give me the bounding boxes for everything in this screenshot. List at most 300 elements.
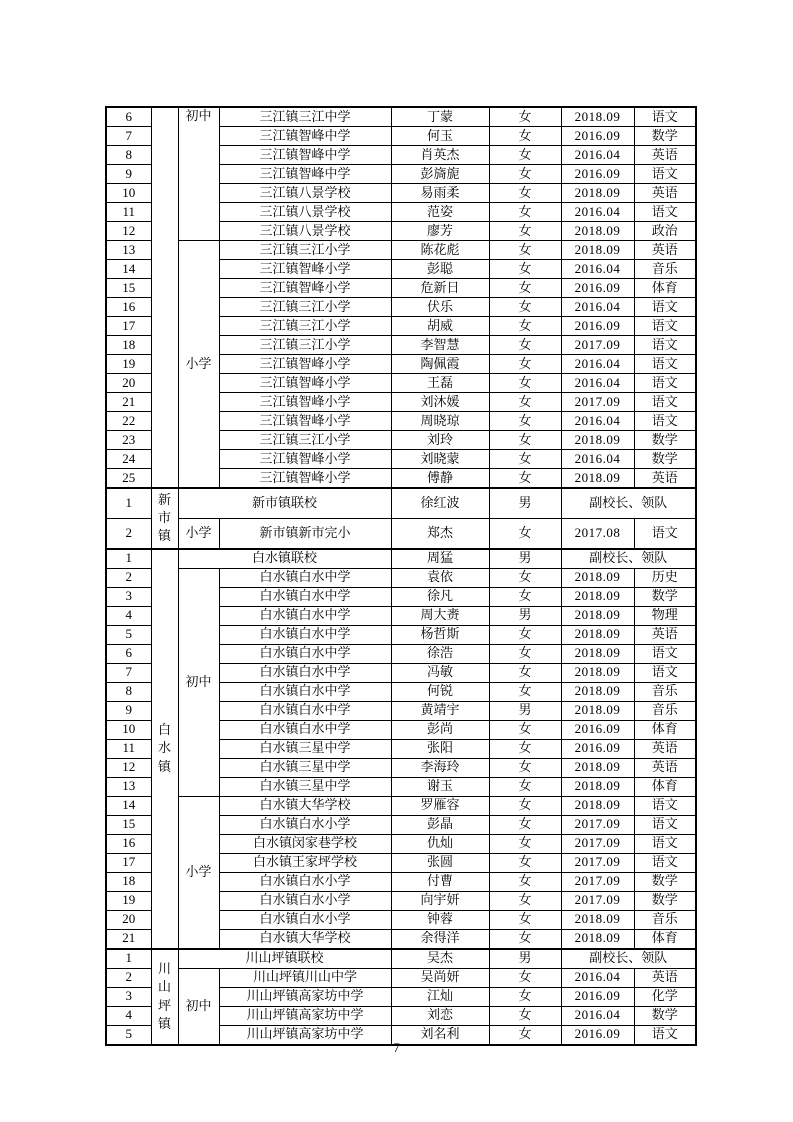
seq-cell: 23: [106, 431, 151, 450]
school-cell: 三江镇智峰中学: [219, 127, 391, 146]
school-cell: 白水镇白水中学: [219, 606, 391, 625]
school-cell: 三江镇智峰中学: [219, 165, 391, 184]
name-cell: 周大赉: [391, 606, 489, 625]
gender-cell: 女: [489, 891, 561, 910]
seq-cell: 15: [106, 279, 151, 298]
name-cell: 刘名利: [391, 1025, 489, 1045]
date-cell: 2017.08: [561, 518, 634, 548]
date-cell: 2016.09: [561, 987, 634, 1006]
role-cell: 副校长、领队: [561, 949, 696, 969]
school-cell: 白水镇闵家巷学校: [219, 834, 391, 853]
seq-cell: 16: [106, 834, 151, 853]
date-cell: 2016.04: [561, 260, 634, 279]
gender-cell: 女: [489, 203, 561, 222]
school-cell: 川山坪镇高家坊中学: [219, 1025, 391, 1045]
table-row: [106, 968, 696, 987]
name-cell: 吴尚妍: [391, 968, 489, 987]
date-cell: 2017.09: [561, 872, 634, 891]
gender-cell: 女: [489, 431, 561, 450]
subject-cell: 体育: [634, 720, 696, 739]
subject-cell: 数学: [634, 587, 696, 606]
date-cell: 2018.09: [561, 568, 634, 587]
school-cell: 三江镇三江小学: [219, 431, 391, 450]
seq-cell: 5: [106, 1025, 151, 1045]
subject-cell: 英语: [634, 739, 696, 758]
date-cell: 2018.09: [561, 587, 634, 606]
gender-cell: 男: [489, 701, 561, 720]
name-cell: 陶佩霞: [391, 355, 489, 374]
date-cell: 2018.09: [561, 701, 634, 720]
gender-cell: 女: [489, 1006, 561, 1025]
name-cell: 余得洋: [391, 929, 489, 949]
date-cell: 2016.09: [561, 127, 634, 146]
seq-cell: 13: [106, 777, 151, 796]
school-cell: 川山坪镇川山中学: [219, 968, 391, 987]
date-cell: 2018.09: [561, 663, 634, 682]
school-cell: 白水镇三星中学: [219, 758, 391, 777]
name-cell: 付曹: [391, 872, 489, 891]
school-cell: 白水镇联校: [178, 549, 391, 569]
name-cell: 徐红波: [391, 488, 489, 518]
gender-cell: 女: [489, 469, 561, 489]
seq-cell: 11: [106, 203, 151, 222]
seq-cell: 25: [106, 469, 151, 489]
name-cell: 杨哲斯: [391, 625, 489, 644]
subject-cell: 语文: [634, 853, 696, 872]
seq-cell: 12: [106, 758, 151, 777]
name-cell: 仇灿: [391, 834, 489, 853]
gender-cell: 女: [489, 796, 561, 815]
gender-cell: 女: [489, 625, 561, 644]
town-label: 新市镇: [158, 492, 172, 544]
name-cell: 周猛: [391, 549, 489, 569]
name-cell: 刘玲: [391, 431, 489, 450]
school-cell: 白水镇白水小学: [219, 910, 391, 929]
name-cell: 王磊: [391, 374, 489, 393]
seq-cell: 10: [106, 184, 151, 203]
date-cell: 2018.09: [561, 431, 634, 450]
seq-cell: 17: [106, 317, 151, 336]
gender-cell: 女: [489, 146, 561, 165]
subject-cell: 音乐: [634, 682, 696, 701]
name-cell: 李海玲: [391, 758, 489, 777]
name-cell: 刘晓蒙: [391, 450, 489, 469]
level-cell: 初中: [178, 107, 219, 241]
school-cell: 三江镇智峰中学: [219, 146, 391, 165]
subject-cell: 英语: [634, 241, 696, 260]
seq-cell: 16: [106, 298, 151, 317]
gender-cell: 女: [489, 374, 561, 393]
table-row: [106, 796, 696, 815]
date-cell: 2016.09: [561, 279, 634, 298]
date-cell: 2016.04: [561, 298, 634, 317]
seq-cell: 18: [106, 872, 151, 891]
school-cell: 三江镇八景学校: [219, 222, 391, 241]
subject-cell: 英语: [634, 968, 696, 987]
name-cell: 易雨柔: [391, 184, 489, 203]
school-cell: 白水镇白水小学: [219, 872, 391, 891]
name-cell: 陈花彪: [391, 241, 489, 260]
subject-cell: 数学: [634, 450, 696, 469]
school-cell: 三江镇三江小学: [219, 241, 391, 260]
town-cell: [151, 549, 178, 949]
subject-cell: 语文: [634, 518, 696, 548]
seq-cell: 7: [106, 127, 151, 146]
date-cell: 2016.04: [561, 1006, 634, 1025]
seq-cell: 20: [106, 910, 151, 929]
gender-cell: 女: [489, 184, 561, 203]
school-cell: 川山坪镇联校: [178, 949, 391, 969]
seq-cell: 17: [106, 853, 151, 872]
name-cell: 吴杰: [391, 949, 489, 969]
name-cell: 肖英杰: [391, 146, 489, 165]
date-cell: 2018.09: [561, 910, 634, 929]
name-cell: 徐凡: [391, 587, 489, 606]
seq-cell: 8: [106, 146, 151, 165]
name-cell: 胡威: [391, 317, 489, 336]
gender-cell: 女: [489, 568, 561, 587]
date-cell: 2017.09: [561, 853, 634, 872]
subject-cell: 历史: [634, 568, 696, 587]
subject-cell: 英语: [634, 184, 696, 203]
name-cell: 伏乐: [391, 298, 489, 317]
subject-cell: 语文: [634, 834, 696, 853]
date-cell: 2018.09: [561, 469, 634, 489]
school-cell: 川山坪镇高家坊中学: [219, 1006, 391, 1025]
seq-cell: 14: [106, 796, 151, 815]
name-cell: 周晓琼: [391, 412, 489, 431]
date-cell: 2017.09: [561, 834, 634, 853]
level-cell: 小学: [178, 796, 219, 949]
date-cell: 2016.04: [561, 203, 634, 222]
subject-cell: 物理: [634, 606, 696, 625]
name-cell: 丁蒙: [391, 107, 489, 127]
name-cell: 范姿: [391, 203, 489, 222]
date-cell: 2018.09: [561, 758, 634, 777]
subject-cell: 音乐: [634, 701, 696, 720]
subject-cell: 语文: [634, 412, 696, 431]
subject-cell: 体育: [634, 279, 696, 298]
name-cell: 何锐: [391, 682, 489, 701]
date-cell: 2016.09: [561, 1025, 634, 1045]
gender-cell: 女: [489, 872, 561, 891]
gender-cell: 女: [489, 450, 561, 469]
seq-cell: 8: [106, 682, 151, 701]
gender-cell: 女: [489, 260, 561, 279]
school-cell: 三江镇三江小学: [219, 298, 391, 317]
school-cell: 白水镇白水小学: [219, 891, 391, 910]
gender-cell: 女: [489, 127, 561, 146]
school-cell: 三江镇八景学校: [219, 203, 391, 222]
date-cell: 2018.09: [561, 929, 634, 949]
school-cell: 新市镇新市完小: [219, 518, 391, 548]
school-cell: 川山坪镇高家坊中学: [219, 987, 391, 1006]
school-cell: 三江镇智峰小学: [219, 393, 391, 412]
name-cell: 张阳: [391, 739, 489, 758]
name-cell: 彭晶: [391, 815, 489, 834]
gender-cell: 女: [489, 587, 561, 606]
subject-cell: 英语: [634, 146, 696, 165]
gender-cell: 女: [489, 518, 561, 548]
school-cell: 白水镇三星中学: [219, 777, 391, 796]
date-cell: 2018.09: [561, 241, 634, 260]
gender-cell: 女: [489, 929, 561, 949]
name-cell: 张圆: [391, 853, 489, 872]
name-cell: 廖芳: [391, 222, 489, 241]
name-cell: 冯敏: [391, 663, 489, 682]
gender-cell: 女: [489, 393, 561, 412]
date-cell: 2016.04: [561, 374, 634, 393]
school-cell: 三江镇智峰小学: [219, 450, 391, 469]
seq-cell: 19: [106, 355, 151, 374]
seq-cell: 2: [106, 518, 151, 548]
seq-cell: 10: [106, 720, 151, 739]
date-cell: 2016.09: [561, 317, 634, 336]
date-cell: 2018.09: [561, 777, 634, 796]
town-cell: [151, 107, 178, 488]
school-cell: 三江镇智峰小学: [219, 279, 391, 298]
date-cell: 2017.09: [561, 891, 634, 910]
gender-cell: 女: [489, 336, 561, 355]
subject-cell: 语文: [634, 796, 696, 815]
date-cell: 2016.04: [561, 450, 634, 469]
school-cell: 三江镇三江小学: [219, 317, 391, 336]
school-cell: 白水镇白水中学: [219, 682, 391, 701]
school-cell: 三江镇智峰小学: [219, 469, 391, 489]
seq-cell: 14: [106, 260, 151, 279]
town-label: 白水镇: [158, 722, 172, 774]
gender-cell: 女: [489, 165, 561, 184]
seq-cell: 21: [106, 393, 151, 412]
school-cell: 白水镇白水中学: [219, 720, 391, 739]
date-cell: 2017.09: [561, 393, 634, 412]
table-row: [106, 488, 696, 518]
date-cell: 2018.09: [561, 796, 634, 815]
seq-cell: 3: [106, 587, 151, 606]
gender-cell: 女: [489, 1025, 561, 1045]
seq-cell: 9: [106, 165, 151, 184]
name-cell: 郑杰: [391, 518, 489, 548]
gender-cell: 女: [489, 853, 561, 872]
gender-cell: 男: [489, 488, 561, 518]
seq-cell: 9: [106, 701, 151, 720]
school-cell: 新市镇联校: [178, 488, 391, 518]
date-cell: 2018.09: [561, 606, 634, 625]
gender-cell: 男: [489, 949, 561, 969]
subject-cell: 英语: [634, 758, 696, 777]
level-cell: 小学: [178, 518, 219, 548]
seq-cell: 1: [106, 549, 151, 569]
name-cell: 钟蓉: [391, 910, 489, 929]
name-cell: 刘恋: [391, 1006, 489, 1025]
gender-cell: 女: [489, 412, 561, 431]
school-cell: 白水镇白水中学: [219, 644, 391, 663]
gender-cell: 女: [489, 758, 561, 777]
subject-cell: 语文: [634, 1025, 696, 1045]
date-cell: 2017.09: [561, 336, 634, 355]
table-row: [106, 241, 696, 260]
gender-cell: 女: [489, 107, 561, 127]
seq-cell: 21: [106, 929, 151, 949]
subject-cell: 英语: [634, 469, 696, 489]
name-cell: 危新日: [391, 279, 489, 298]
subject-cell: 音乐: [634, 910, 696, 929]
gender-cell: 女: [489, 910, 561, 929]
subject-cell: 数学: [634, 872, 696, 891]
date-cell: 2016.04: [561, 412, 634, 431]
seq-cell: 11: [106, 739, 151, 758]
seq-cell: 1: [106, 488, 151, 518]
name-cell: 彭旖旎: [391, 165, 489, 184]
seq-cell: 4: [106, 606, 151, 625]
name-cell: 谢玉: [391, 777, 489, 796]
subject-cell: 体育: [634, 777, 696, 796]
school-cell: 白水镇三星中学: [219, 739, 391, 758]
gender-cell: 女: [489, 355, 561, 374]
name-cell: 袁依: [391, 568, 489, 587]
date-cell: 2018.09: [561, 625, 634, 644]
table-row: [106, 107, 696, 127]
subject-cell: 语文: [634, 374, 696, 393]
school-cell: 白水镇大华学校: [219, 929, 391, 949]
school-cell: 三江镇三江中学: [219, 107, 391, 127]
school-cell: 三江镇智峰小学: [219, 355, 391, 374]
page-number: 7: [393, 1040, 400, 1055]
subject-cell: 音乐: [634, 260, 696, 279]
name-cell: 向宇妍: [391, 891, 489, 910]
school-cell: 三江镇三江小学: [219, 336, 391, 355]
table-body: [106, 107, 696, 1045]
seq-cell: 5: [106, 625, 151, 644]
gender-cell: 女: [489, 834, 561, 853]
seq-cell: 13: [106, 241, 151, 260]
gender-cell: 男: [489, 549, 561, 569]
name-cell: 李智慧: [391, 336, 489, 355]
role-cell: 副校长、领队: [561, 549, 696, 569]
school-cell: 三江镇智峰小学: [219, 260, 391, 279]
subject-cell: 数学: [634, 1006, 696, 1025]
gender-cell: 女: [489, 644, 561, 663]
date-cell: 2016.04: [561, 355, 634, 374]
name-cell: 彭聪: [391, 260, 489, 279]
seq-cell: 4: [106, 1006, 151, 1025]
date-cell: 2016.09: [561, 165, 634, 184]
subject-cell: 语文: [634, 393, 696, 412]
gender-cell: 女: [489, 279, 561, 298]
subject-cell: 语文: [634, 355, 696, 374]
school-cell: 白水镇白水中学: [219, 568, 391, 587]
school-cell: 白水镇大华学校: [219, 796, 391, 815]
seq-cell: 20: [106, 374, 151, 393]
gender-cell: 女: [489, 663, 561, 682]
subject-cell: 语文: [634, 815, 696, 834]
name-cell: 刘沐媛: [391, 393, 489, 412]
subject-cell: 语文: [634, 298, 696, 317]
seq-cell: 2: [106, 568, 151, 587]
gender-cell: 女: [489, 739, 561, 758]
seq-cell: 1: [106, 949, 151, 969]
subject-cell: 体育: [634, 929, 696, 949]
seq-cell: 7: [106, 663, 151, 682]
seq-cell: 12: [106, 222, 151, 241]
subject-cell: 语文: [634, 203, 696, 222]
gender-cell: 女: [489, 222, 561, 241]
school-cell: 白水镇白水中学: [219, 663, 391, 682]
date-cell: 2017.09: [561, 815, 634, 834]
date-cell: 2018.09: [561, 222, 634, 241]
table-row: [106, 949, 696, 969]
name-cell: 江灿: [391, 987, 489, 1006]
subject-cell: 语文: [634, 663, 696, 682]
seq-cell: 6: [106, 644, 151, 663]
gender-cell: 女: [489, 298, 561, 317]
level-cell: 小学: [178, 241, 219, 489]
school-cell: 白水镇王家坪学校: [219, 853, 391, 872]
school-cell: 三江镇智峰小学: [219, 412, 391, 431]
seq-cell: 6: [106, 107, 151, 127]
subject-cell: 英语: [634, 625, 696, 644]
school-cell: 三江镇智峰小学: [219, 374, 391, 393]
town-label: 川山坪镇: [158, 961, 172, 1031]
date-cell: 2016.04: [561, 968, 634, 987]
school-cell: 白水镇白水小学: [219, 815, 391, 834]
level-cell: 初中: [178, 568, 219, 796]
gender-cell: 女: [489, 317, 561, 336]
seq-cell: 15: [106, 815, 151, 834]
name-cell: 何玉: [391, 127, 489, 146]
subject-cell: 数学: [634, 891, 696, 910]
subject-cell: 语文: [634, 644, 696, 663]
date-cell: 2018.09: [561, 682, 634, 701]
date-cell: 2018.09: [561, 107, 634, 127]
date-cell: 2018.09: [561, 184, 634, 203]
school-cell: 三江镇八景学校: [219, 184, 391, 203]
date-cell: 2016.04: [561, 146, 634, 165]
role-cell: 副校长、领队: [561, 488, 696, 518]
seq-cell: 19: [106, 891, 151, 910]
date-cell: 2016.09: [561, 720, 634, 739]
subject-cell: 数学: [634, 431, 696, 450]
school-cell: 白水镇白水中学: [219, 701, 391, 720]
subject-cell: 语文: [634, 107, 696, 127]
seq-cell: 2: [106, 968, 151, 987]
level-cell: 初中: [178, 968, 219, 1045]
school-cell: 白水镇白水中学: [219, 625, 391, 644]
subject-cell: 政治: [634, 222, 696, 241]
table-row: [106, 518, 696, 548]
gender-cell: 女: [489, 720, 561, 739]
name-cell: 傅静: [391, 469, 489, 489]
gender-cell: 女: [489, 815, 561, 834]
name-cell: 徐浩: [391, 644, 489, 663]
subject-cell: 数学: [634, 127, 696, 146]
seq-cell: 22: [106, 412, 151, 431]
town-cell: [151, 488, 178, 549]
school-cell: 白水镇白水中学: [219, 587, 391, 606]
teacher-roster-table: [105, 106, 697, 1046]
subject-cell: 语文: [634, 317, 696, 336]
name-cell: 黄靖宇: [391, 701, 489, 720]
gender-cell: 女: [489, 777, 561, 796]
date-cell: 2018.09: [561, 644, 634, 663]
town-cell: [151, 949, 178, 1045]
subject-cell: 语文: [634, 165, 696, 184]
date-cell: 2016.09: [561, 739, 634, 758]
subject-cell: 语文: [634, 336, 696, 355]
gender-cell: 女: [489, 987, 561, 1006]
gender-cell: 男: [489, 606, 561, 625]
subject-cell: 化学: [634, 987, 696, 1006]
